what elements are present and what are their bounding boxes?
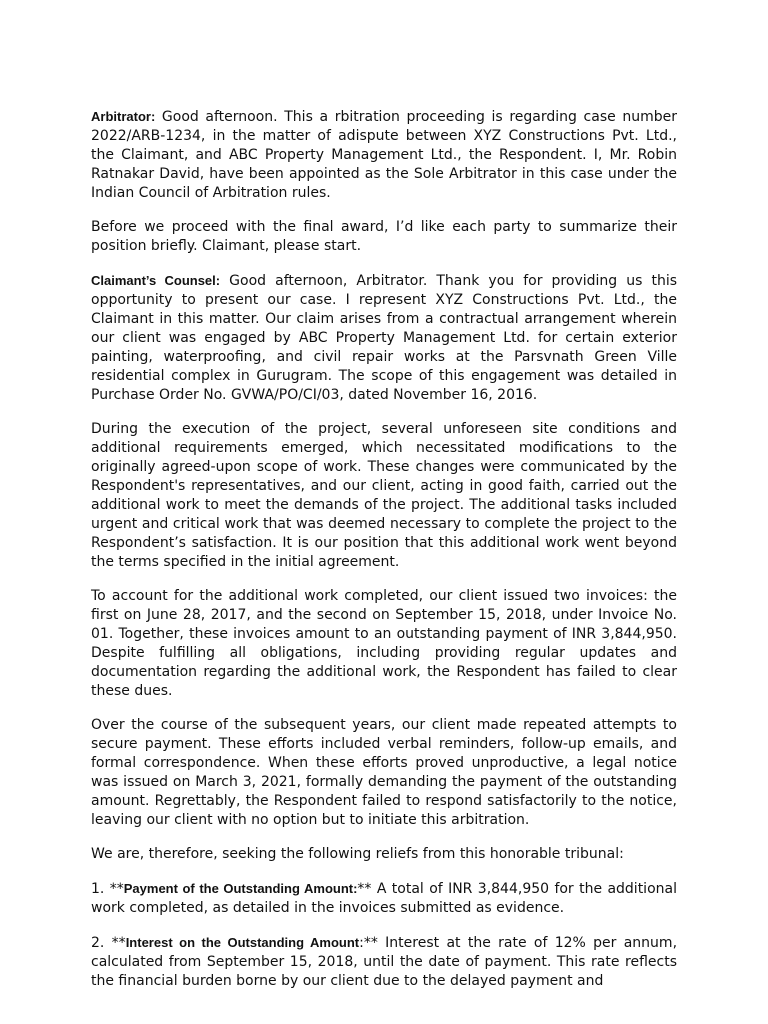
paragraph-arbitrator-intro [91, 107, 677, 203]
paragraph-reliefs-intro [91, 845, 677, 864]
paragraph-text: Over the course of the subsequent years, our client made repeated attempts to secure payment. These efforts included verbal reminders, follow-up emails, and formal correspondence. When these efforts proved unproductive, a legal notice was issued on March 3, 2021, formally demanding the payment of the outstanding amount. Regrettably, the Respondent failed to respond satisfactorily to the notice, leaving our client with no option but to initiate this arbitration. [91, 717, 677, 828]
paragraph-text: Good afternoon. This a rbitration proceeding is regarding case number 2022/ARB-1234, in the matter of adispute between XYZ Constructions Pvt. Ltd., the Claimant, and ABC Property Management Ltd., the Respondent. I, Mr. Robin Ratnakar David, have been appointed as the Sole Arbitrator in this case under the Indian Council of Arbitration rules. [91, 109, 677, 201]
list-item-relief-2 [91, 933, 677, 991]
list-item-relief-1 [91, 879, 677, 918]
speaker-label: Claimant’s Counsel: [91, 273, 221, 288]
document-page [91, 107, 677, 1006]
paragraph-text: ** A total of INR 3,844,950 for the additional work completed, as detailed in the invoices submitted as evidence. [91, 881, 677, 916]
relief-heading: Payment of the Outstanding Amount: [123, 881, 358, 896]
paragraph-arbitrator-request [91, 218, 677, 256]
paragraph-text: We are, therefore, seeking the following reliefs from this honorable tribunal: [91, 846, 624, 862]
paragraph-claimant-intro [91, 271, 677, 405]
paragraph-text: Good afternoon, Arbitrator. Thank you for providing us this opportunity to present our case. I represent XYZ Constructions Pvt. Ltd., the Claimant in this matter. Our claim arises from a contractual arrangement wherein our client was engaged by ABC Property Management Ltd. for certain exterior painting, waterproofing, and civil repair works at the Parsvnath Green Ville residential complex in Gurugram. The scope of this engagement was detailed in Purchase Order No. GVWA/PO/CI/03, dated November 16, 2016. [91, 273, 678, 403]
paragraph-payment-attempts [91, 716, 677, 830]
relief-heading: Interest on the Outstanding Amount [125, 935, 360, 950]
paragraph-text: Before we proceed with the final award, I’d like each party to summarize their position briefly. Claimant, please start. [91, 219, 677, 254]
paragraph-invoices [91, 587, 677, 701]
list-prefix: 1. ** [91, 881, 124, 897]
paragraph-text: :** Interest at the rate of 12% per annum, calculated from September 15, 2018, until the date of payment. This rate reflects the financial burden borne by our client due to the delayed payment and [91, 935, 678, 989]
paragraph-text: To account for the additional work completed, our client issued two invoices: the first on June 28, 2017, and the second on September 15, 2018, under Invoice No. 01. Together, these invoices amount to an outstanding payment of INR 3,844,950. Despite fulfilling all obligations, including providing regular updates and documentation regarding the additional work, the Respondent has failed to clear these dues. [91, 588, 677, 699]
paragraph-project-execution [91, 420, 677, 572]
paragraph-text: During the execution of the project, several unforeseen site conditions and additional requirements emerged, which necessitated modifications to the originally agreed-upon scope of work. These changes were communicated by the Respondent's representatives, and our client, acting in good faith, carried out the additional work to meet the demands of the project. The additional tasks included urgent and critical work that was deemed necessary to complete the project to the Respondent’s satisfaction. It is our position that this additional work went beyond the terms specified in the initial agreement. [91, 421, 677, 570]
speaker-label: Arbitrator: [91, 109, 156, 124]
list-prefix: 2. ** [91, 935, 126, 951]
